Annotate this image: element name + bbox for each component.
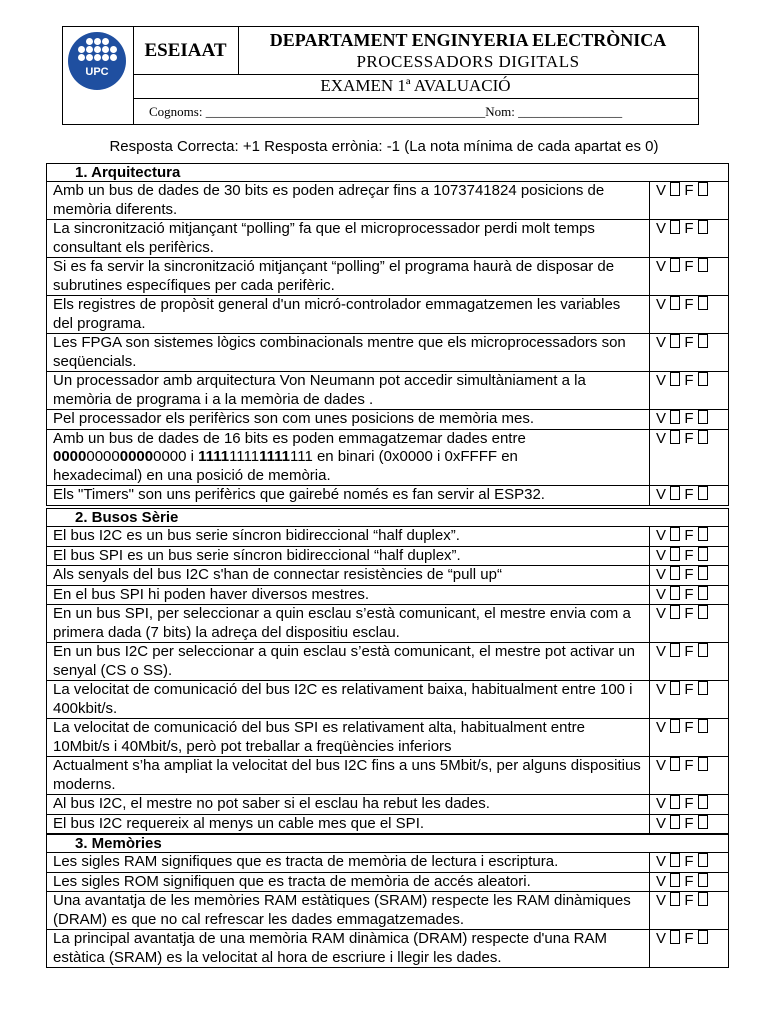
question-text: En un bus SPI, per seleccionar a quin esclau s’està comunicant, el mestre envia com a primera dada (7 bits) la adreça del dispositiu esclau. — [47, 605, 650, 643]
question-row — [47, 296, 729, 334]
false-checkbox[interactable] — [698, 334, 708, 348]
question-row — [47, 930, 729, 968]
true-checkbox[interactable] — [670, 486, 680, 500]
false-checkbox[interactable] — [698, 566, 708, 580]
false-checkbox[interactable] — [698, 182, 708, 196]
question-row — [47, 814, 729, 834]
question-row — [47, 853, 729, 873]
question-text: Un processador amb arquitectura Von Neumann pot accedir simultàniament a la memòria de programa i a la memòria de dades . — [47, 372, 650, 410]
true-checkbox[interactable] — [670, 930, 680, 944]
answer-cell: V F — [650, 681, 729, 719]
false-checkbox[interactable] — [698, 795, 708, 809]
answer-cell: V F — [650, 757, 729, 795]
question-row — [47, 892, 729, 930]
section-table-memories — [46, 834, 729, 968]
false-checkbox[interactable] — [698, 372, 708, 386]
false-checkbox[interactable] — [698, 643, 708, 657]
question-text: El bus SPI es un bus serie síncron bidireccional “half duplex”. — [47, 546, 650, 566]
true-checkbox[interactable] — [670, 258, 680, 272]
false-checkbox[interactable] — [698, 873, 708, 887]
cognoms-field[interactable]: ___________________________________________ — [205, 104, 486, 119]
answer-cell: V F — [650, 814, 729, 834]
question-row — [47, 566, 729, 586]
answer-cell: V F — [650, 258, 729, 296]
true-checkbox[interactable] — [670, 566, 680, 580]
false-checkbox[interactable] — [698, 486, 708, 500]
question-row — [47, 795, 729, 815]
question-text: La principal avantatja de una memòria RAM dinàmica (DRAM) respecte d'una RAM estàtica (SRAM) es la velocitat al hora de escriure i llegir les dades. — [47, 930, 650, 968]
upc-logo — [68, 32, 126, 90]
false-checkbox[interactable] — [698, 258, 708, 272]
false-checkbox[interactable] — [698, 605, 708, 619]
true-checkbox[interactable] — [670, 547, 680, 561]
answer-cell: V F — [650, 605, 729, 643]
question-row — [47, 681, 729, 719]
scoring-rules: Resposta Correcta: +1 Resposta errònia: -1 (La nota mínima de cada apartat es 0) — [109, 138, 659, 155]
answer-cell: V F — [650, 643, 729, 681]
question-text: La velocitat de comunicació del bus SPI es relativament alta, habitualment entre 10Mbit/s i 40Mbit/s, però pot treballar a freqüències inferiors — [47, 719, 650, 757]
answer-cell: V F — [650, 853, 729, 873]
question-text: Pel processador els perifèrics son com unes posicions de memòria mes. — [47, 410, 650, 430]
question-text: Al bus I2C, el mestre no pot saber si el esclau ha rebut les dades. — [47, 795, 650, 815]
answer-cell: V F — [650, 566, 729, 586]
false-checkbox[interactable] — [698, 757, 708, 771]
true-checkbox[interactable] — [670, 853, 680, 867]
question-text: Els "Timers" son uns perifèrics que gairebé només es fan servir al ESP32. — [47, 486, 650, 506]
false-checkbox[interactable] — [698, 410, 708, 424]
question-text: Les sigles ROM signifiquen que es tracta de memòria de accés aleatori. — [47, 872, 650, 892]
question-row — [47, 546, 729, 566]
exam-title: EXAMEN 1ª AVALUACIÓ — [133, 74, 698, 99]
nom-label: Nom: — [485, 104, 519, 119]
answer-cell: V F — [650, 372, 729, 410]
true-checkbox[interactable] — [670, 719, 680, 733]
question-row — [47, 719, 729, 757]
answer-cell: V F — [650, 182, 729, 220]
true-checkbox[interactable] — [670, 334, 680, 348]
question-row — [47, 410, 729, 430]
answer-cell: V F — [650, 296, 729, 334]
question-row — [47, 334, 729, 372]
false-checkbox[interactable] — [698, 815, 708, 829]
question-row — [47, 872, 729, 892]
answer-cell: V F — [650, 892, 729, 930]
answer-cell: V F — [650, 546, 729, 566]
question-row — [47, 585, 729, 605]
answer-cell: V F — [650, 334, 729, 372]
true-checkbox[interactable] — [670, 586, 680, 600]
true-checkbox[interactable] — [670, 372, 680, 386]
answer-cell: V F — [650, 429, 729, 486]
false-checkbox[interactable] — [698, 930, 708, 944]
true-checkbox[interactable] — [670, 296, 680, 310]
true-checkbox[interactable] — [670, 681, 680, 695]
answer-cell: V F — [650, 930, 729, 968]
logo-cell — [63, 27, 134, 124]
question-text: Les sigles RAM signifiques que es tracta de memòria de lectura i escriptura. — [47, 853, 650, 873]
false-checkbox[interactable] — [698, 586, 708, 600]
true-checkbox[interactable] — [670, 815, 680, 829]
question-row — [47, 258, 729, 296]
answer-cell: V F — [650, 872, 729, 892]
exam-header — [62, 26, 699, 125]
question-row — [47, 182, 729, 220]
school-name: ESEIAAT — [133, 27, 239, 75]
question-text: En el bus SPI hi poden haver diversos mestres. — [47, 585, 650, 605]
department-block — [238, 27, 698, 75]
question-row — [47, 486, 729, 506]
answer-cell: V F — [650, 486, 729, 506]
section-title: 1. Arquitectura — [47, 164, 729, 182]
answer-cell: V F — [650, 719, 729, 757]
question-text: Les FPGA son sistemes lògics combinacionals mentre que els microprocessadors son seqüencials. — [47, 334, 650, 372]
false-checkbox[interactable] — [698, 220, 708, 234]
question-text: La sincronització mitjançant “polling” fa que el microprocessador perdi molt temps consultant els perifèrics. — [47, 220, 650, 258]
answer-cell: V F — [650, 220, 729, 258]
section-title: 3. Memòries — [47, 835, 729, 853]
false-checkbox[interactable] — [698, 681, 708, 695]
true-checkbox[interactable] — [670, 182, 680, 196]
false-checkbox[interactable] — [698, 719, 708, 733]
true-checkbox[interactable] — [670, 220, 680, 234]
false-checkbox[interactable] — [698, 527, 708, 541]
question-row — [47, 372, 729, 410]
question-row — [47, 757, 729, 795]
question-text: En un bus I2C per seleccionar a quin esclau s’està comunicant, el mestre pot activar un senyal (CS o SS). — [47, 643, 650, 681]
false-checkbox[interactable] — [698, 296, 708, 310]
true-checkbox[interactable] — [670, 873, 680, 887]
false-checkbox[interactable] — [698, 853, 708, 867]
question-text: Amb un bus de dades de 30 bits es poden adreçar fins a 1073741824 posicions de memòria diferents. — [47, 182, 650, 220]
true-checkbox[interactable] — [670, 527, 680, 541]
name-fields — [133, 98, 698, 124]
department-name: DEPARTAMENT ENGINYERIA ELECTRÒNICA — [269, 30, 667, 50]
true-checkbox[interactable] — [670, 643, 680, 657]
question-text: Una avantatja de les memòries RAM estàtiques (SRAM) respecte les RAM dinàmiques (DRAM) es que no cal refrescar les dades emmagatzemades. — [47, 892, 650, 930]
question-row — [47, 605, 729, 643]
question-row — [47, 429, 729, 486]
question-text: Als senyals del bus I2C s'han de connectar resistències de “pull up“ — [47, 566, 650, 586]
question-text: La velocitat de comunicació del bus I2C es relativament baixa, habitualment entre 100 i 400kbit/s. — [47, 681, 650, 719]
false-checkbox[interactable] — [698, 547, 708, 561]
subject-name: PROCESSADORS DIGITALS — [356, 52, 580, 71]
question-text: Si es fa servir la sincronització mitjançant “polling” el programa haurà de disposar de subrutines específiques per cada perifèric. — [47, 258, 650, 296]
logo-text: UPC — [85, 66, 109, 78]
false-checkbox[interactable] — [698, 892, 708, 906]
section-title: 2. Busos Sèrie — [47, 509, 729, 527]
question-text: Actualment s’ha ampliat la velocitat del bus I2C fins a uns 5Mbit/s, per alguns dispositius moderns. — [47, 757, 650, 795]
answer-cell: V F — [650, 795, 729, 815]
true-checkbox[interactable] — [670, 757, 680, 771]
question-text: El bus I2C requereix al menys un cable mes que el SPI. — [47, 814, 650, 834]
true-checkbox[interactable] — [670, 892, 680, 906]
question-text: Els registres de propòsit general d'un micró-controlador emmagatzemen les variables del programa. — [47, 296, 650, 334]
cognoms-label: Cognoms: — [149, 104, 206, 119]
question-text: El bus I2C es un bus serie síncron bidireccional “half duplex”. — [47, 527, 650, 547]
section-table-arquitectura — [46, 163, 729, 506]
answer-cell: V F — [650, 527, 729, 547]
true-checkbox[interactable] — [670, 795, 680, 809]
answer-cell: V F — [650, 410, 729, 430]
true-checkbox[interactable] — [670, 410, 680, 424]
answer-cell: V F — [650, 585, 729, 605]
question-text: Amb un bus de dades de 16 bits es poden emmagatzemar dades entre 0000000000000000 i 111111111111111 en binari (0x0000 i 0xFFFF en hexadecimal) en una posició de memòria. — [47, 429, 650, 486]
section-table-busos-serie — [46, 508, 729, 834]
question-row — [47, 527, 729, 547]
nom-field[interactable]: ________________ — [518, 104, 623, 119]
question-row — [47, 220, 729, 258]
false-checkbox[interactable] — [698, 430, 708, 444]
question-row — [47, 643, 729, 681]
true-checkbox[interactable] — [670, 430, 680, 444]
true-checkbox[interactable] — [670, 605, 680, 619]
